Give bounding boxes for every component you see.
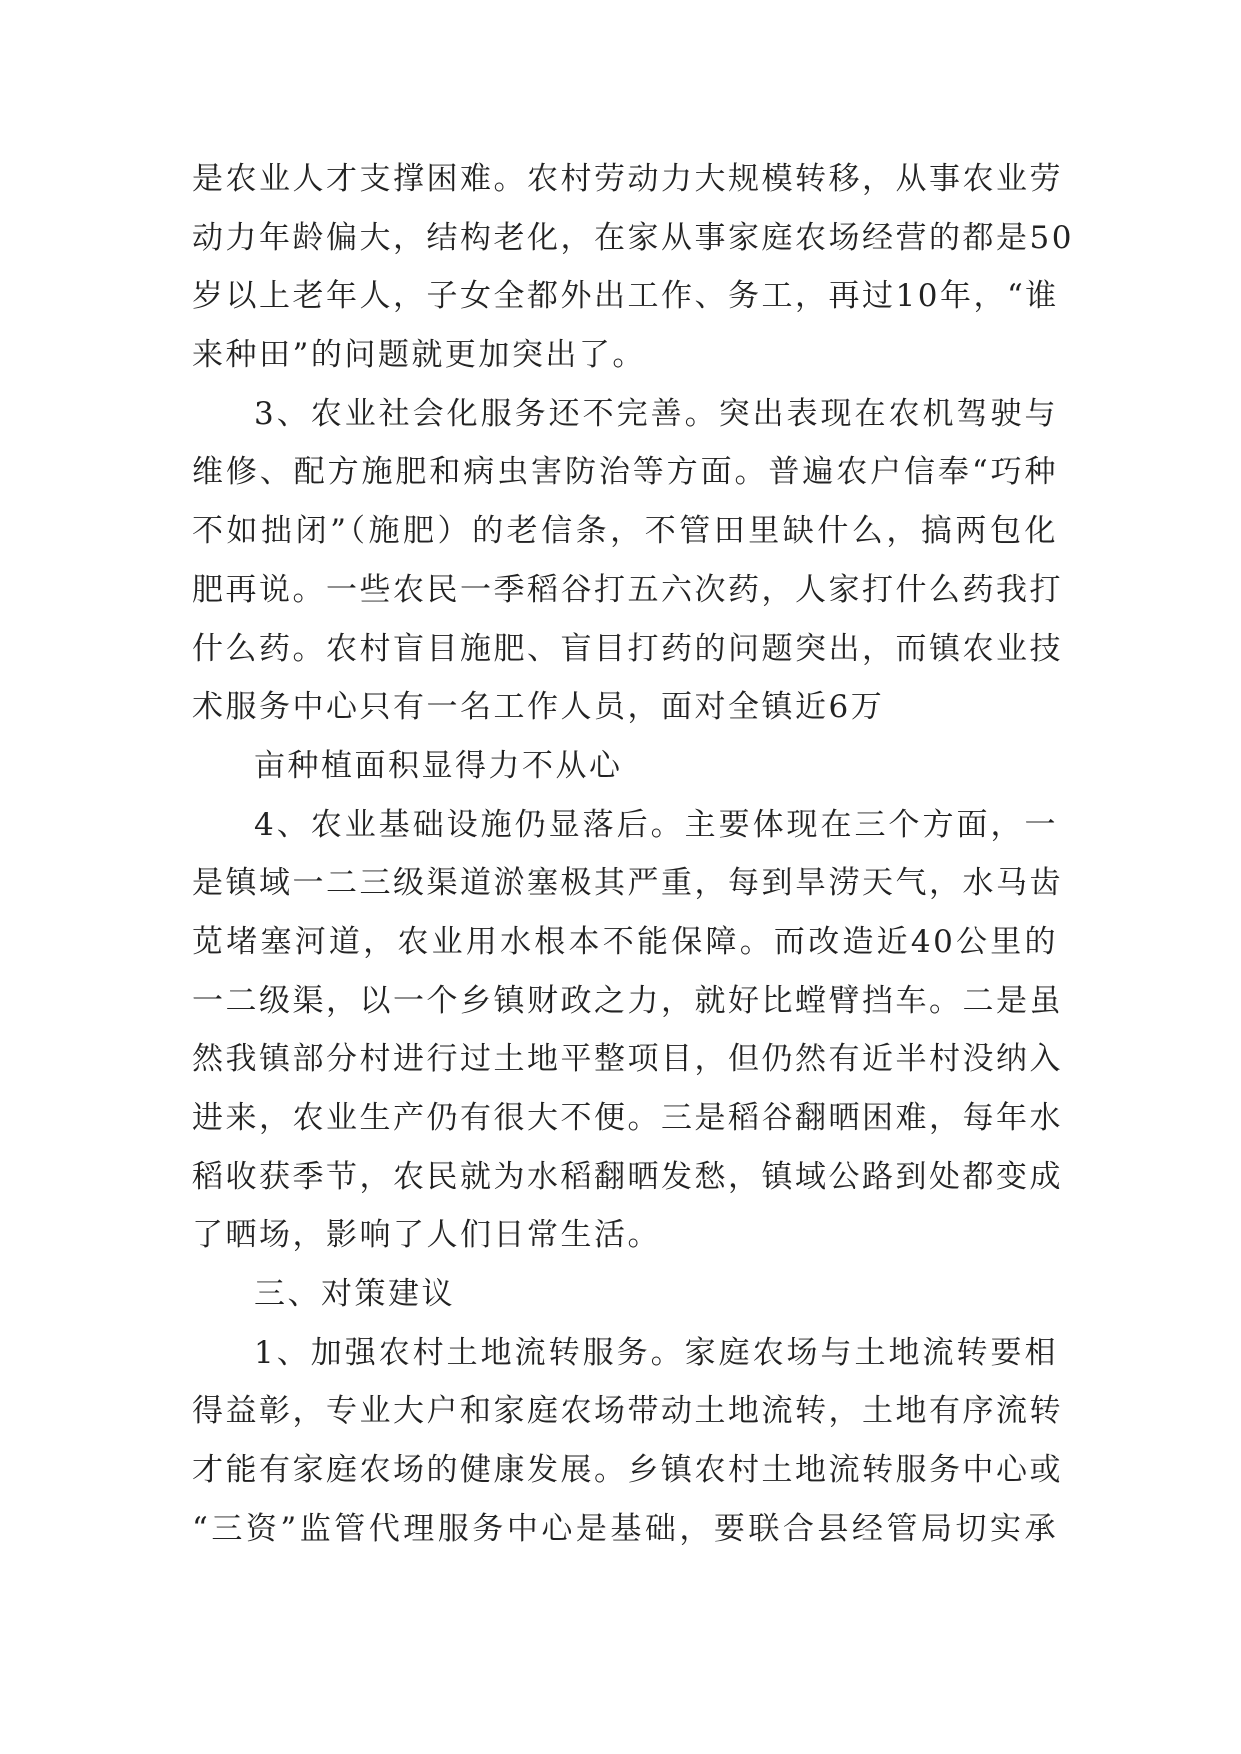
text-line: “三资”监管代理服务中心是基础，要联合县经管局切实承 xyxy=(192,1510,1058,1547)
text-line: 是镇域一二三级渠道淤塞极其严重，每到旱涝天气，水马齿 xyxy=(192,865,1063,902)
text-line: 岁以上老年人，子女全都外出工作、务工，再过10年，“谁 xyxy=(192,278,1059,315)
text-line: 术服务中心只有一名工作人员，面对全镇近6万 xyxy=(192,689,885,726)
text-line: 苋堵塞河道，农业用水根本不能保障。而改造近40公里的 xyxy=(192,923,1058,960)
text-line: 什么药。农村盲目施肥、盲目打药的问题突出，而镇农业技 xyxy=(192,630,1063,667)
text-line: 亩种植面积显得力不从心 xyxy=(254,747,623,784)
text-line: 一二级渠，以一个乡镇财政之力，就好比螳臂挡车。二是虽 xyxy=(192,982,1063,1019)
text-line: 维修、配方施肥和病虫害防治等方面。普遍农户信奉“巧种 xyxy=(192,454,1058,491)
text-line: 稻收获季节，农民就为水稻翻晒发愁，镇域公路到处都变成 xyxy=(192,1158,1063,1195)
text-line: 了晒场，影响了人们日常生活。 xyxy=(192,1217,661,1254)
text-line: 来种田”的问题就更加突出了。 xyxy=(192,337,646,374)
text-line: 然我镇部分村进行过土地平整项目，但仍然有近半村没纳入 xyxy=(192,1041,1063,1078)
text-line: 才能有家庭农场的健康发展。乡镇农村土地流转服务中心或 xyxy=(192,1452,1063,1489)
text-line: 是农业人才支撑困难。农村劳动力大规模转移，从事农业劳 xyxy=(192,161,1063,197)
text-line: 肥再说。一些农民一季稻谷打五六次药，人家打什么药我打 xyxy=(192,571,1063,608)
text-line: 动力年龄偏大，结构老化，在家从事家庭农场经营的都是50 xyxy=(192,219,1074,256)
text-line: 1、加强农村土地流转服务。家庭农场与土地流转要相 xyxy=(254,1334,1058,1371)
body-text xyxy=(192,150,1074,1559)
text-line: 3、农业社会化服务还不完善。突出表现在农机驾驶与 xyxy=(254,395,1058,432)
text-line: 4、农业基础设施仍显落后。主要体现在三个方面，一 xyxy=(254,806,1058,843)
text-line: 不如拙闭”（施肥）的老信条，不管田里缺什么，搞两包化 xyxy=(192,513,1058,550)
text-line: 三、对策建议 xyxy=(254,1276,455,1313)
text-line: 进来，农业生产仍有很大不便。三是稻谷翻晒困难，每年水 xyxy=(192,1100,1063,1136)
text-line: 得益彰，专业大户和家庭农场带动土地流转，土地有序流转 xyxy=(192,1393,1063,1430)
